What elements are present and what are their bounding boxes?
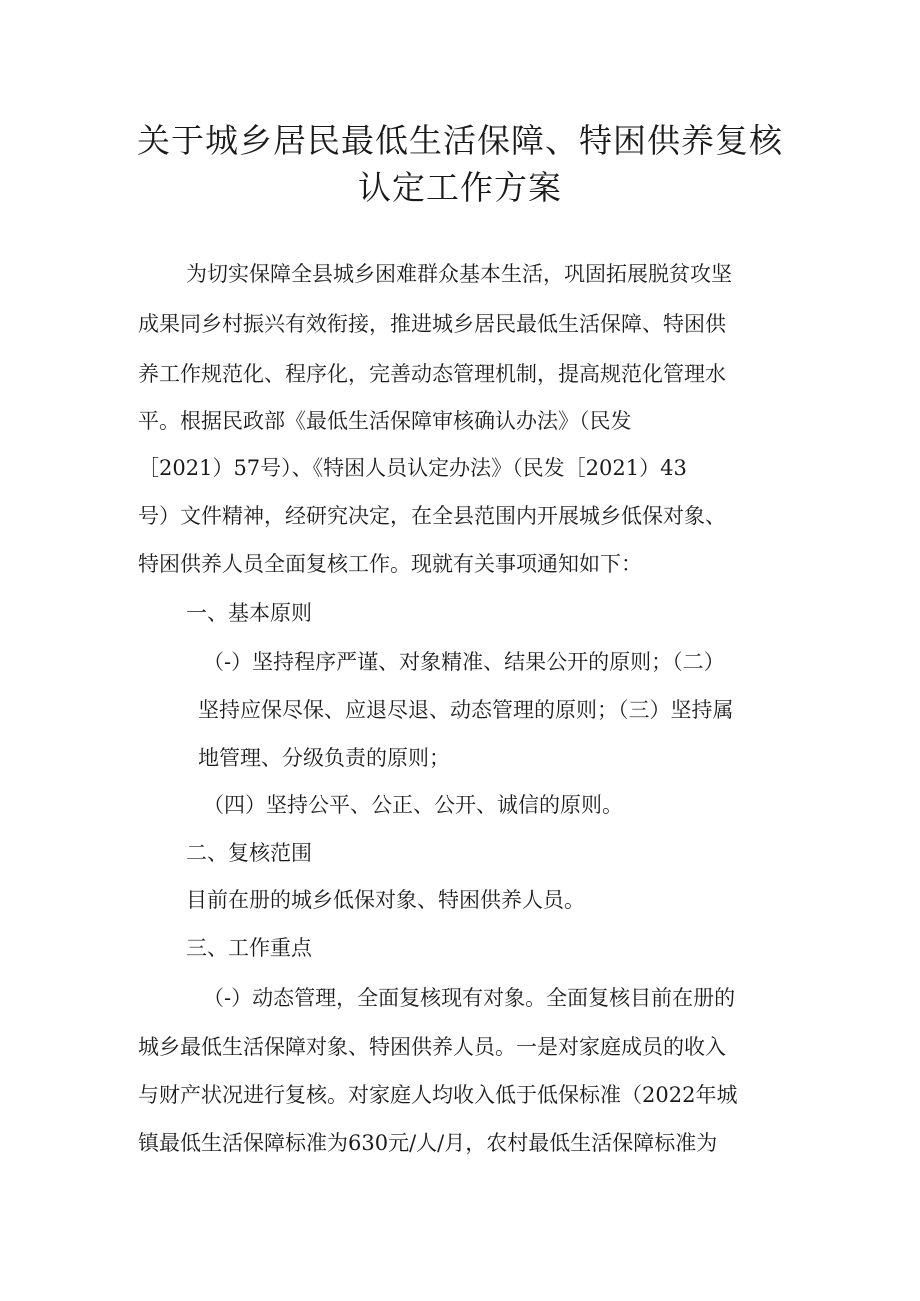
paragraph-intro-line-5: ［2021）57号）、《特困人员认定办法》（民发［2021）43 [138,456,687,480]
section-heading-basic-principles: 一、基本原则 [186,601,312,625]
work-focus-line-1: （-）动态管理，全面复核现有对象。全面复核目前在册的 [203,986,736,1010]
paragraph-intro-line-7: 特困供养人员全面复核工作。现就有关事项通知如下： [138,552,642,576]
document-title-line-2: 认定工作方案 [358,168,562,207]
section-heading-work-focus: 三、工作重点 [186,936,312,960]
principle-line-3: 地管理、分级负责的原则； [198,746,450,770]
review-scope-text: 目前在册的城乡低保对象、特困供养人员。 [186,888,585,912]
work-focus-line-2: 城乡最低生活保障对象、特困供养人员。一是对家庭成员的收入 [138,1035,726,1059]
work-focus-line-4: 镇最低生活保障标准为630元/人/月，农村最低生活保障标准为 [138,1131,718,1155]
work-focus-line-3: 与财产状况进行复核。对家庭人均收入低于低保标准（2022年城 [138,1083,738,1107]
paragraph-intro-line-3: 养工作规范化、程序化，完善动态管理机制，提高规范化管理水 [138,362,726,386]
principle-line-4: （四）坚持公平、公正、公开、诚信的原则。 [203,793,623,817]
principle-line-2: 坚持应保尽保、应退尽退、动态管理的原则；（三）坚持属 [198,698,734,722]
paragraph-intro-line-2: 成果同乡村振兴有效衔接，推进城乡居民最低生活保障、特困供 [138,312,726,336]
principle-line-1: （-）坚持程序严谨、对象精准、结果公开的原则；（二） [203,650,725,674]
paragraph-intro-line-6: 号）文件精神，经研究决定，在全县范围内开展城乡低保对象、 [138,504,726,528]
document-title-line-1: 关于城乡居民最低生活保障、特困供养复核 [137,121,783,160]
paragraph-intro-line-4: 平。根据民政部《最低生活保障审核确认办法》（民发 [138,409,632,433]
section-heading-review-scope: 二、复核范围 [186,841,312,865]
paragraph-intro-line-1: 为切实保障全县城乡困难群众基本生活，巩固拓展脱贫攻坚 [186,262,732,286]
